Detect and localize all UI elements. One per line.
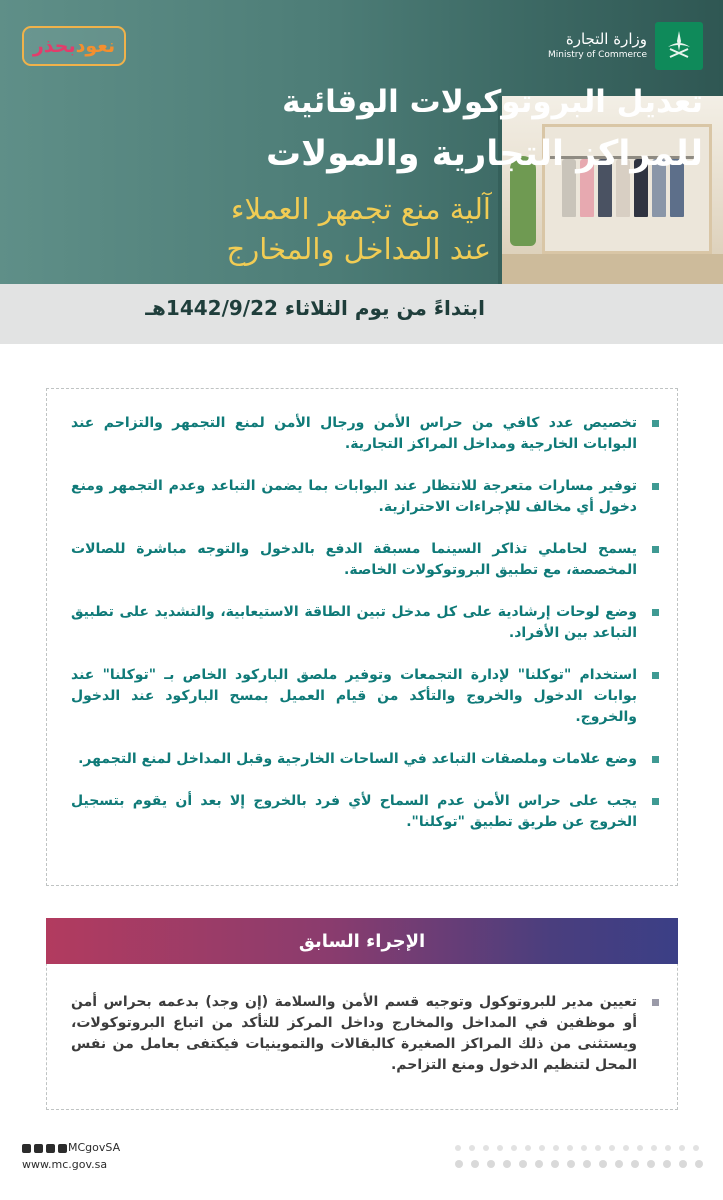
previous-procedure-text: تعيين مدير للبروتوكول وتوجيه قسم الأمن والسلامة (إن وجد) بدعمه بحراس أمن أو موظفين في المداخل والمخارج وداخل المركز للتأكد من اتباع البروتوكولات، ويستثنى من ذلك المراكز الصغيرة كالبقالات والتموينيات فيكتفى بعامل من نفس المحل لتنظيم الدخول ومنع التزاحم. bbox=[71, 994, 637, 1073]
campaign-word-2: بحذر bbox=[32, 35, 76, 57]
instagram-icon[interactable] bbox=[34, 1144, 43, 1153]
subtitle-line-1: آلية منع تجمهر العملاء bbox=[230, 192, 491, 226]
decorative-dots bbox=[455, 1160, 703, 1168]
ministry-emblem-icon bbox=[655, 22, 703, 70]
campaign-word-1: نعود bbox=[75, 35, 116, 57]
bullet-icon bbox=[652, 420, 659, 427]
mall-store-photo bbox=[498, 96, 723, 284]
list-item: يسمح لحاملي تذاكر السينما مسبقة الدفع بالدخول والتوجه مباشرة للصالات المخصصة، مع تطبيق البروتوكولات الخاصة. bbox=[71, 539, 663, 581]
bullet-icon bbox=[652, 756, 659, 763]
bullet-icon bbox=[652, 546, 659, 553]
header-banner bbox=[0, 0, 723, 284]
bullet-icon bbox=[652, 999, 659, 1006]
campaign-logo bbox=[22, 26, 126, 66]
twitter-icon[interactable] bbox=[22, 1144, 31, 1153]
start-date: ابتداءً من يوم الثلاثاء 1442/9/22هـ bbox=[145, 296, 485, 320]
title-line-1: تعديل البروتوكولات الوقائية bbox=[282, 84, 703, 120]
title-line-2: للمراكز التجارية والمولات bbox=[265, 134, 703, 174]
list-item: وضع علامات وملصقات التباعد في الساحات الخارجية وقبل المداخل لمنع التجمهر. bbox=[71, 749, 663, 770]
list-item: استخدام "توكلنا" لإدارة التجمعات وتوفير ملصق الباركود الخاص بـ "توكلنا" عند بوابات الدخول والخروج والتأكد من قيام العميل بمسح الباركود عند الدخول والخروج. bbox=[71, 665, 663, 728]
facebook-icon[interactable] bbox=[46, 1144, 55, 1153]
website-link[interactable]: www.mc.gov.sa bbox=[22, 1158, 108, 1171]
list-item: توفير مسارات متعرجة للانتظار عند البوابات بما يضمن التباعد وعدم التجمهر ومنع دخول أي مخالف للإجراءات الاحترازية. bbox=[71, 476, 663, 518]
previous-procedure-item bbox=[71, 992, 663, 1076]
previous-procedure-title: الإجراء السابق bbox=[298, 930, 426, 952]
ministry-name-arabic: وزارة التجارة bbox=[565, 30, 647, 48]
list-item: يجب على حراس الأمن عدم السماح لأي فرد بالخروج إلا بعد أن يقوم بتسجيل الخروج عن طريق تطبيق "توكلنا". bbox=[71, 791, 663, 833]
bullet-icon bbox=[652, 672, 659, 679]
list-item: وضع لوحات إرشادية على كل مدخل تبين الطاقة الاستيعابية، والتشديد على تطبيق التباعد بين الأفراد. bbox=[71, 602, 663, 644]
social-icons bbox=[22, 1144, 67, 1153]
social-handle[interactable]: MCgovSA bbox=[68, 1141, 121, 1154]
measures-list bbox=[71, 413, 663, 854]
previous-procedure-header bbox=[46, 918, 678, 964]
ministry-name-english: Ministry of Commerce bbox=[548, 50, 647, 60]
youtube-icon[interactable] bbox=[58, 1144, 67, 1153]
bullet-icon bbox=[652, 798, 659, 805]
list-item: تخصيص عدد كافي من حراس الأمن ورجال الأمن لمنع التجمهر والتزاحم عند البوابات الخارجية ومداخل المراكز التجارية. bbox=[71, 413, 663, 455]
measures-box bbox=[46, 388, 678, 886]
bullet-icon bbox=[652, 609, 659, 616]
subtitle-line-2: عند المداخل والمخارج bbox=[226, 232, 491, 266]
bullet-icon bbox=[652, 483, 659, 490]
decorative-dots-top bbox=[455, 1145, 699, 1151]
